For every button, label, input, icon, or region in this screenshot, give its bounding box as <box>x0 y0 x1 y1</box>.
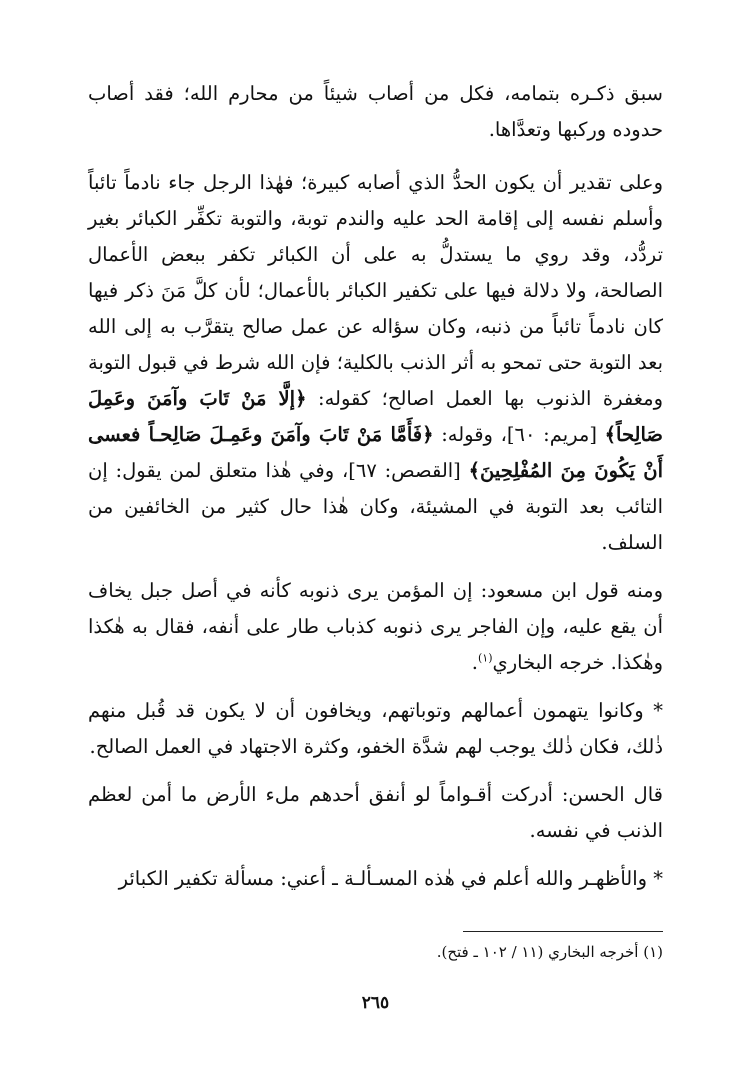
paragraph-2 <box>88 165 663 561</box>
book-page <box>88 76 663 1076</box>
paragraph-5-text: قال الحسن: أدركت أقـواماً لو أنفق أحدهم ملء الأرض ما أمن لعظم الذنب في نفسه. <box>88 783 663 842</box>
paragraph-6 <box>88 861 663 897</box>
quran-verse-maryam: ﴿إلَّا مَنْ تَابَ وآمَنَ وعَمِلَ صَالِحاً﴾ <box>88 387 663 446</box>
paragraph-2-part2: [مريم: ٦٠]، وقوله: <box>433 423 605 446</box>
footnote: (١) أخرجه البخاري (١١ / ١٠٢ ـ فتح). <box>436 943 663 961</box>
paragraph-3-text: ومنه قول ابن مسعود: إن المؤمن يرى ذنوبه كأنه في أصل جبل يخاف أن يقع عليه، وإن الفاجر يرى ذنوبه كذباب طار على أنفه، فقال به هٰكذا وهٰكذا. خرجه البخاري <box>88 579 663 674</box>
paragraph-4-text: * وكانوا يتهمون أعمالهم وتوباتهم، ويخافون أن لا يكون قد قُبل منهم ذٰلك، فكان ذٰلك يوجب لهم شدَّة الخفو، وكثرة الاجتهاد في العمل الصالح. <box>88 699 663 758</box>
paragraph-4 <box>88 693 663 765</box>
paragraph-3 <box>88 573 663 681</box>
footnote-divider <box>463 931 663 932</box>
paragraph-3-tail: . <box>471 651 478 674</box>
paragraph-5 <box>88 777 663 849</box>
paragraph-2-part1: وعلى تقدير أن يكون الحدُّ الذي أصابه كبيرة؛ فهٰذا الرجل جاء نادماً تائباً وأسلم نفسه إلى إقامة الحد عليه والندم توبة، والتوبة تكفِّر الكبائر بغير تردُّد، وقد روي ما يستدلُّ به على أن الكبائر تكفر ببعض الأعمال الصالحة، ولا دلالة فيها على تكفير الكبائر بالأعمال؛ لأن كلَّ مَنَ ذكر فيها كان نادماً تائباً من ذنبه، وكان سؤاله عن عمل صالح يتقرَّب به إلى الله بعد التوبة حتى تمحو به أثر الذنب بالكلية؛ فإن الله شرط في قبول التوبة ومغفرة الذنوب بها العمل اصالح؛ كقوله: <box>88 171 663 410</box>
quran-verse-qasas: ﴿فَأَمَّا مَنْ تَابَ وآمَنَ وعَمِـلَ صَالِحـاً فعسى أَنْ يَكُونَ مِنَ المُفْلِحِينَ﴾ <box>88 423 663 482</box>
paragraph-2-part3: [القصص: ٦٧]، وفي هٰذا متعلق لمن يقول: إن التائب بعد التوبة في المشيئة، وكان هٰذا حال كثير من الخائفين من السلف. <box>88 459 663 554</box>
paragraph-6-text: * والأظهـر والله أعلم في هٰذه المسـألـة ـ أعني: مسألة تكفير الكبائر <box>118 867 663 890</box>
footnote-reference[interactable]: (١) <box>477 651 493 665</box>
paragraph-1 <box>88 76 663 148</box>
page-number: ٢٦٥ <box>361 993 390 1013</box>
paragraph-1-text: سبق ذكـره بتمامه، فكل من أصاب شيئاً من محارم الله؛ فقد أصاب حدوده وركبها وتعدَّاها. <box>88 82 663 141</box>
